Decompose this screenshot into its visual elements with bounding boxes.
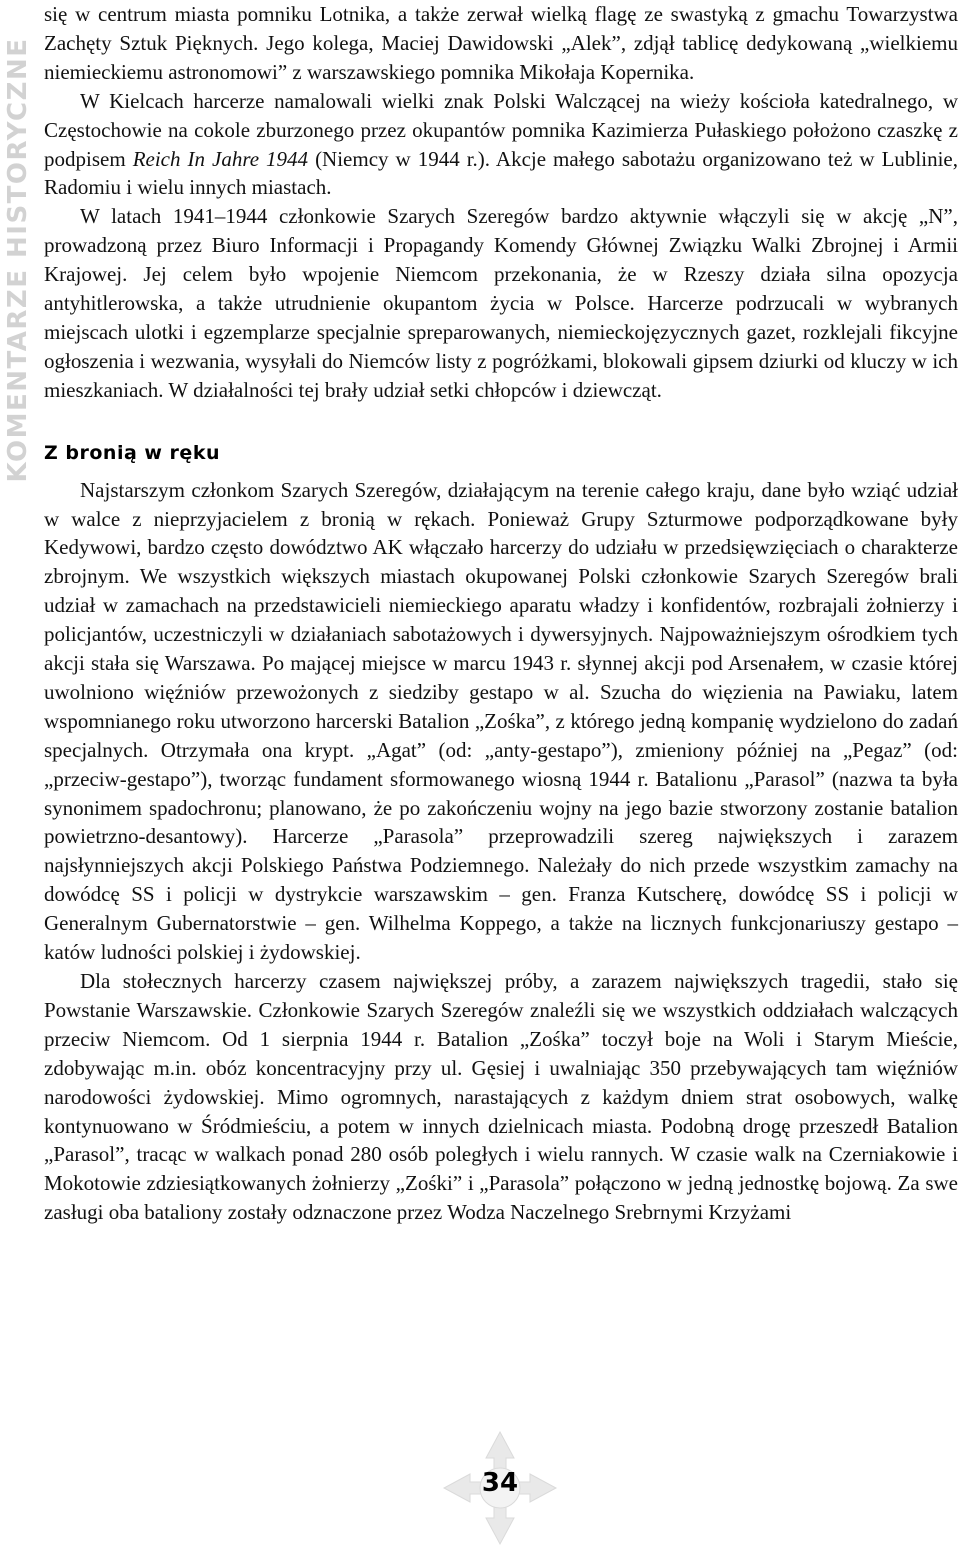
paragraph-text: (Niemcy w 1944 r.). Akcje małego sabotażu organizowano też w Lublinie, Radomiu i wielu innych miastach. [44,146,958,200]
page-number: 34 [481,1468,519,1498]
section-heading: Z bronią w ręku [44,441,220,464]
section-side-label [0,0,36,500]
paragraph: Dla stołecznych harcerzy czasem największej próby, a zarazem największych tragedii, stało się Powstanie Warszawskie. Członkowie Szarych Szeregów znaleźli się we wszystkich oddziałach walczących przeciw Niemcom. Od 1 sierpnia 1944 r. Batalion „Zośka” toczył boje na Woli i Starym Mieście, zdobywając m.in. obóz koncentracyjny przy ul. Gęsiej i uwalniając 350 przebywających tam więźniów narodowości żydowskiej. Mimo ogromnych, narastających z każdym dniem strat osobowych, walkę kontynuowano w Śródmieściu, a potem w innych dzielnicach miasta. Podobną drogę przeszedł Batalion „Parasol”, tracąc w walkach ponad 280 osób poległych i wielu rannych. W czasie walk na Czerniakowie i Mokotowie zdziesiątkowanych żołnierzy „Zośki” i „Parasola” połączono w jedną jednostkę bojową. Za swe zasługi oba bataliony zostały odznaczone przez Wodza Naczelnego Srebrnymi Krzyżami [44,969,958,1225]
paragraph-text: się w centrum miasta pomniku Lotnika, a także zerwał wielką flagę ze swastyką z gmachu Towarzystwa Zachęty Sztuk Pięknych. Jego kolega, Maciej Dawidowski „Alek”, zdjął tablicę dedykowaną „wielkiemu niemieckiemu astronomowi” z warszawskiego pomnika Mikołaja Kopernika. [44,2,958,84]
paragraph-text: W Kielcach harcerze namalowali wielki znak Polski Walczącej na wieży kościoła katedralnego, w Częstochowie na cokole zburzonego przez okupantów pomnika Kazimierza Pułaskiego położono czaszkę z podpisem [44,88,958,171]
side-label-text: KOMENTARZE HISTORYCZNE [3,37,33,483]
paragraph [44,0,958,87]
paragraph: Najstarszym członkom Szarych Szeregów, działającym na terenie całego kraju, dane było wziąć udział w walce z nieprzyjacielem z bronią w rękach. Ponieważ Grupy Szturmowe podporządkowane były Kedywowi, bardzo często dowództwo AK włączało harcerzy do udziału w przedsięwzięciach o charakterze zbrojnym. We wszystkich większych miastach okupowanej Polski członkowie Szarych Szeregów brali udział w zamachach na przedstawicieli niemieckiego aparatu władzy i konfidentów, rozbrajali żołnierzy i policjantów, uczestniczyli w działaniach sabotażowych i dywersyjnych. Najpoważniejszym ośrodkiem tych akcji stała się Warszawa. Po mającej miejsce w marcu 1943 r. słynnej akcji pod Arsenałem, w czasie której uwolniono więźniów przewożonych z siedziby gestapo w al. Szucha do więzienia na Pawiaku, latem wspomnianego roku utworzono harcerski Batalion „Zośka”, z którego jedną kompanię wydzielono do zadań specjalnych. Otrzymała ona krypt. „Agat” (od: „anty-gestapo”), zmieniony później na „Pegaz” (od: „przeciw-gestapo”), tworząc fundament sformowanego wiosną 1944 r. Batalionu „Parasol” (nazwa ta była synonimem spadochronu; planowano, że po zakończeniu wojny na jego bazie stworzony zostanie batalion powietrzno-desantowy). Harcerze „Parasola” przeprowadzili szereg największych i zarazem najsłynniejszych akcji Polskiego Państwa Podziemnego. Należały do nich przede wszystkim zamachy na dowódcę SS i policji w dystrykcie warszawskim – gen. Franza Kutscherę, dowódcę SS i policji w Generalnym Gubernatorstwie – gen. Wilhelma Koppego, a także na licznych funkcjonariuszy gestapo – katów ludności polskiej i żydowskiej. [44,477,958,965]
paragraph: W latach 1941–1944 członkowie Szarych Szeregów bardzo aktywnie włączyli się w akcję „N”, prowadzoną przez Biuro Informacji i Propagandy Komendy Głównej Związku Walki Zbrojnej i Armii Krajowej. Jej celem było wpojenie Niemcom przekonania, że w Rzeszy działa silna opozycja antyhitlerowska, a także utrudnienie okupantom życia w Polsce. Harcerze podrzucali w wybranych miejscach ulotki i egzemplarze specjalnie spreparowanych, niemieckojęzycznych gazet, rozklejali fikcyjne ogłoszenia i wezwania, wysyłali do Niemców listy z pogróżkami, blokowali gipsem dziurki od kluczy w ich mieszkaniach. W działalności tej brały udział setki chłopców i dziewcząt. [44,204,958,402]
article-body [44,0,958,1227]
paragraph [44,87,958,203]
page-footer [440,1428,560,1548]
inscription-text: Reich In Jahre 1944 [132,146,309,171]
